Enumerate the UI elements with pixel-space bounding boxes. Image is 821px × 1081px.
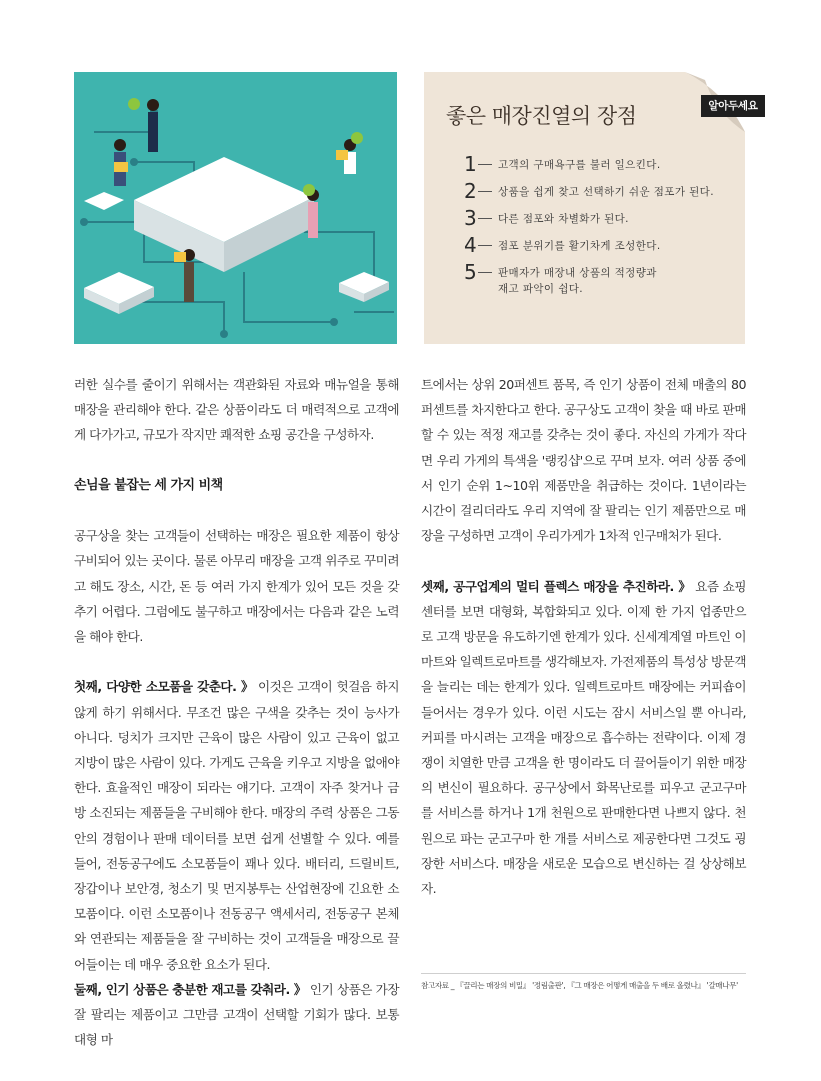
list-item	[464, 233, 734, 264]
card-title: 좋은 매장진열의 장점	[446, 104, 637, 128]
item-number: 3	[464, 206, 477, 230]
list-item	[464, 152, 734, 183]
dash-line	[478, 218, 492, 219]
third-tip-body: 요즘 쇼핑센터를 보면 대형화, 복합화되고 있다. 이제 한 가지 업종만으로 고객 방문을 유도하기엔 한계가 있다. 신세계계열 마트인 이마트와 일렉트로마트를 생각해보자. 가전제품의 특성상 방문객을 늘리는 데는 한계가 있다. 일렉트로마트 매장에는 커피숍이 들어서는 경우가 있다. 이런 시도는 잠시 서비스일 뿐 아니라, 커피를 마시려는 고객을 매장으로 흡수하는 전략이다. 이제 경쟁이 치열한 만큼 고객을 한 명이라도 더 끌어들이기 위한 매장의 변신이 필요하다. 공구상에서 화목난로를 피우고 군고구마를 서비스를 하거나 1개 천원으로 판매한다면 나쁘지 않다. 천원으로 파는 군고구마 한 개를 서비스로 제공한다면 그것도 굉장한 서비스다. 매장을 새로운 모습으로 변신하는 걸 상상해보자.	[421, 578, 746, 897]
dash-line	[478, 164, 492, 165]
list-item	[464, 206, 734, 237]
body-paragraph: 공구상을 찾는 고객들이 선택하는 매장은 필요한 제품이 항상 구비되어 있는 곳이다. 물론 아무리 매장을 고객 위주로 꾸미려고 해도 장소, 시간, 돈 등 여러 가지 한계가 있어 모든 것을 갖추기 어렵다. 그럼에도 불구하고 매장에서는 다음과 같은 노력을 해야 한다.	[74, 528, 399, 644]
body-paragraph: 트에서는 상위 20퍼센트 품목, 즉 인기 상품이 전체 매출의 80퍼센트를 차지한다고 한다. 공구상도 고객이 찾을 때 바로 판매할 수 있는 적정 재고를 갖추는 것이 좋다. 자신의 가게가 작다면 우리 가게의 특색을 '랭킹샵'으로 꾸며 보자. 여러 상품 중에서 인기 순위 1~10위 제품만을 취급하는 것이다. 1년이라는 시간이 걸리더라도 우리 지역에 잘 팔리는 인기 제품만으로 매장을 구성하면 고객이 우리가게가 1차적 인구매처가 된다.	[421, 377, 746, 544]
item-number: 5	[464, 260, 477, 284]
first-tip-body: 이것은 고객이 헛걸음 하지 않게 하기 위해서다. 무조건 많은 구색을 갖추는 것이 능사가 아니다. 덩치가 크지만 근육이 많은 사람이 있고 근육이 없고 지방이 많은 사람이 있다. 가게도 근육을 키우고 지방을 없애야 한다. 효율적인 매장이 되라는 얘기다. 고객이 자주 찾거나 금방 소진되는 제품들을 구비해야 한다. 매장의 주력 상품은 그동안의 경험이나 판매 데이터를 보면 쉽게 선별할 수 있다. 예를 들어, 전동공구에도 소모품들이 꽤나 있다. 배터리, 드릴비트, 장갑이나 보안경, 청소기 및 먼지봉투는 산업현장에 긴요한 소모품이다. 이런 소모품이나 전동공구 액세서리, 전동공구 본체와 연관되는 제품들을 잘 구비하는 것이 고객들을 매장으로 끌어들이는 데 매우 중요한 요소가 된다.	[74, 679, 399, 972]
second-tip-paragraph	[74, 977, 399, 1053]
reference-note: 참고자료 _ 『끌리는 매장의 비밀』 '정림출판', 『그 매장은 어떻게 매출을 두 배로 올렸나』 '갈매나무'	[421, 981, 738, 990]
advantage-list	[464, 152, 734, 304]
item-text: 점포 분위기를 활기차게 조성한다.	[498, 240, 661, 252]
isometric-people-illustration	[74, 72, 397, 344]
left-column	[74, 372, 399, 1052]
dash-line	[478, 272, 492, 273]
dash-line	[478, 191, 492, 192]
list-item	[464, 260, 734, 304]
second-tip-body: 인기 상품은 가장 잘 팔리는 제품이고 그만큼 고객이 선택할 기회가 많다. 보통 대형 마	[74, 981, 400, 1048]
first-tip-lead: 첫째, 다양한 소모품을 갖춘다. 》	[74, 679, 254, 695]
reference-divider	[421, 973, 746, 974]
info-card	[424, 72, 745, 344]
item-number: 4	[464, 233, 477, 257]
right-column	[421, 372, 746, 901]
store-illustration	[74, 72, 397, 344]
second-tip-lead: 둘째, 인기 상품은 충분한 재고를 갖춰라. 》	[74, 981, 307, 997]
tip-badge: 알아두세요	[701, 95, 765, 117]
third-tip-lead: 셋째, 공구업계의 멀티 플렉스 매장을 추진하라. 》	[421, 578, 692, 594]
item-number: 2	[464, 179, 477, 203]
first-tip-paragraph	[74, 674, 399, 976]
item-text: 다른 점포와 차별화가 된다.	[498, 213, 629, 225]
dash-line	[478, 245, 492, 246]
item-number: 1	[464, 152, 477, 176]
item-text: 고객의 구매욕구를 불러 일으킨다.	[498, 159, 661, 171]
intro-paragraph: 러한 실수를 줄이기 위해서는 객관화된 자료와 매뉴얼을 통해 매장을 관리해야 한다. 같은 상품이라도 더 매력적으로 고객에게 다가가고, 규모가 작지만 쾌적한 쇼핑 공간을 구성하자.	[74, 377, 399, 443]
section-heading: 손님을 붙잡는 세 가지 비책	[74, 477, 223, 493]
item-text: 판매자가 매장내 상품의 적정량과 재고 파악이 쉽다.	[498, 267, 657, 295]
third-tip-paragraph	[421, 574, 746, 902]
list-item	[464, 179, 734, 210]
item-text: 상품을 쉽게 찾고 선택하기 쉬운 점포가 된다.	[498, 186, 714, 198]
